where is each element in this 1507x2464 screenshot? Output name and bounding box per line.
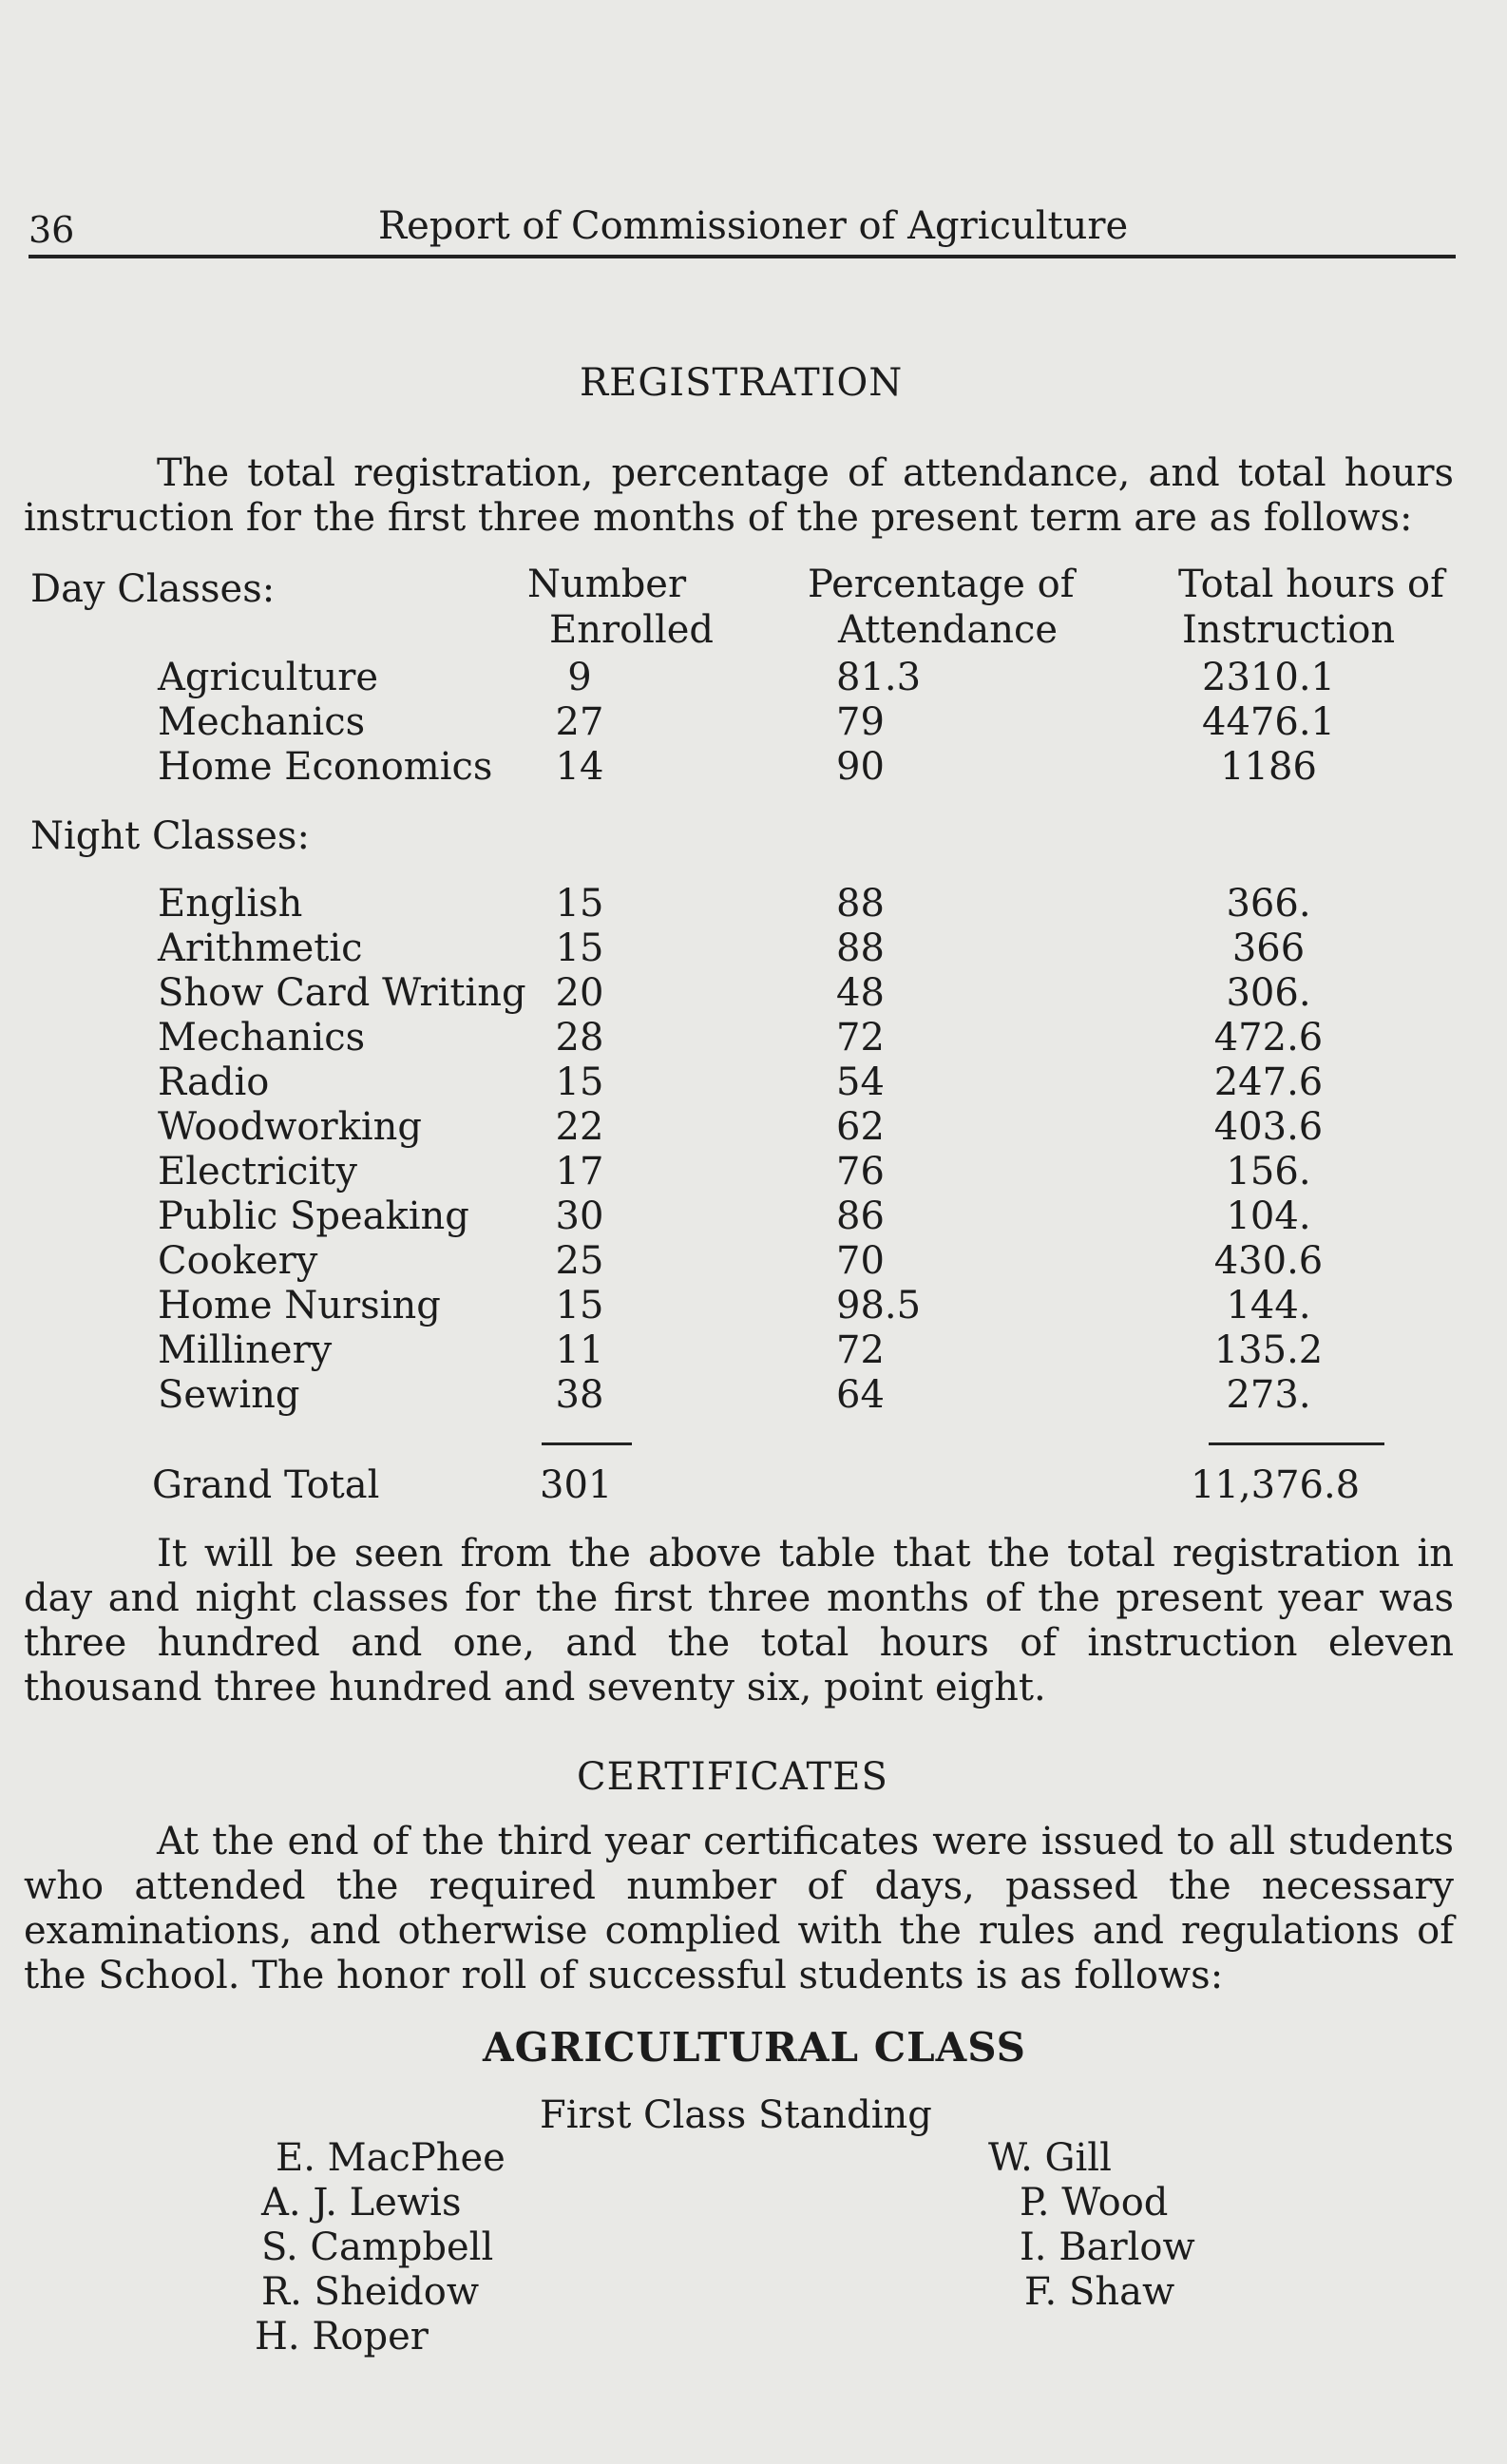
col-number-line2: Enrolled (549, 608, 715, 652)
night-class-name: Show Card Writing (158, 971, 526, 1015)
night-class-name: Sewing (158, 1373, 300, 1417)
night-class-name: Radio (158, 1060, 270, 1104)
night-class-name: Woodworking (158, 1105, 423, 1149)
night-class-attendance: 70 (836, 1239, 885, 1283)
night-class-hours: 472.6 (1213, 1016, 1324, 1060)
day-class-hours: 4476.1 (1202, 700, 1335, 744)
night-class-enrolled: 15 (555, 926, 604, 970)
honor-roll-name: I. Barlow (1020, 2225, 1195, 2269)
certificates-text: At the end of the third year certificates were issued to all students who attended the required number of days, passed the necessary examinations, and otherwise complied with the rules and regulations of the School. The honor roll of successful students is as follows: (24, 1820, 1454, 1997)
honor-roll-name: S. Campbell (261, 2225, 494, 2269)
night-class-enrolled: 15 (555, 1284, 604, 1328)
hours-total-rule (1209, 1442, 1384, 1445)
honor-roll-name: A. J. Lewis (261, 2181, 462, 2225)
night-class-enrolled: 15 (555, 882, 604, 926)
night-class-hours: 247.6 (1213, 1060, 1324, 1104)
night-class-name: Cookery (158, 1239, 318, 1283)
day-class-name: Mechanics (158, 700, 366, 744)
night-classes-label: Night Classes: (30, 814, 310, 858)
night-class-attendance: 54 (836, 1060, 885, 1104)
night-class-name: Millinery (158, 1328, 333, 1372)
day-class-name: Home Economics (158, 745, 493, 789)
night-class-hours: 156. (1226, 1150, 1311, 1194)
registration-heading: REGISTRATION (580, 361, 904, 405)
first-class-standing-heading: First Class Standing (540, 2093, 932, 2137)
header-rule (29, 255, 1456, 258)
night-class-name: Home Nursing (158, 1284, 441, 1328)
night-class-hours: 306. (1226, 971, 1311, 1015)
page-number: 36 (29, 209, 75, 251)
agricultural-class-heading: AGRICULTURAL CLASS (483, 2024, 1026, 2071)
grand-total-label: Grand Total (152, 1463, 380, 1507)
col-number-line1: Number (527, 563, 687, 606)
day-class-name: Agriculture (158, 656, 378, 699)
night-class-attendance: 76 (836, 1150, 885, 1194)
night-class-name: Public Speaking (158, 1194, 469, 1238)
night-class-attendance: 72 (836, 1016, 885, 1060)
night-class-attendance: 98.5 (836, 1284, 922, 1328)
col-hours-line1: Total hours of (1178, 563, 1444, 606)
night-class-name: Mechanics (158, 1016, 366, 1060)
night-class-hours: 366 (1231, 926, 1306, 970)
day-class-attendance: 90 (836, 745, 885, 789)
night-class-hours: 403.6 (1213, 1105, 1324, 1149)
day-class-enrolled: 14 (555, 745, 604, 789)
day-class-enrolled: 27 (555, 700, 604, 744)
night-class-enrolled: 30 (555, 1194, 604, 1238)
night-class-enrolled: 20 (555, 971, 604, 1015)
night-class-enrolled: 25 (555, 1239, 604, 1283)
night-class-attendance: 86 (836, 1194, 885, 1238)
night-class-name: English (158, 882, 303, 926)
night-class-enrolled: 22 (555, 1105, 604, 1149)
day-classes-label: Day Classes: (30, 567, 276, 611)
night-class-hours: 104. (1226, 1194, 1311, 1238)
night-class-hours: 366. (1226, 882, 1311, 926)
col-hours-line2: Instruction (1182, 608, 1396, 652)
night-class-enrolled: 38 (555, 1373, 604, 1417)
registration-summary: It will be seen from the above table that the total registration in day and night classes for the first three months of the present year was three hundred and one, and the total hours of instruction eleven thousand three hundred and seventy six, point eight. (24, 1532, 1454, 1710)
night-class-enrolled: 11 (555, 1328, 604, 1372)
night-class-hours: 430.6 (1213, 1239, 1324, 1283)
night-class-attendance: 88 (836, 882, 885, 926)
day-class-attendance: 79 (836, 700, 885, 744)
night-class-name: Arithmetic (158, 926, 363, 970)
enrolled-total-rule (542, 1442, 632, 1445)
night-class-hours: 144. (1226, 1284, 1311, 1328)
night-class-attendance: 62 (836, 1105, 885, 1149)
night-class-enrolled: 28 (555, 1016, 604, 1060)
night-class-hours: 135.2 (1213, 1328, 1324, 1372)
honor-roll-name: P. Wood (1020, 2181, 1169, 2225)
honor-roll-name: E. MacPhee (276, 2136, 506, 2180)
registration-intro: The total registration, percentage of attendance, and total hours instruction for the first three months of the present term are as follows: (24, 451, 1454, 540)
col-pct-line1: Percentage of (808, 563, 1075, 606)
day-class-enrolled: 9 (567, 656, 592, 699)
night-class-enrolled: 15 (555, 1060, 604, 1104)
honor-roll-name: W. Gill (988, 2136, 1112, 2180)
certificates-heading: CERTIFICATES (577, 1755, 888, 1799)
col-pct-line2: Attendance (838, 608, 1059, 652)
day-class-hours: 2310.1 (1202, 656, 1335, 699)
night-class-enrolled: 17 (555, 1150, 604, 1194)
honor-roll-name: H. Roper (255, 2315, 429, 2359)
honor-roll-name: F. Shaw (1024, 2270, 1175, 2314)
grand-total-enrolled: 301 (540, 1463, 613, 1507)
night-class-attendance: 88 (836, 926, 885, 970)
grand-total-hours: 11,376.8 (1191, 1463, 1361, 1507)
night-class-hours: 273. (1226, 1373, 1311, 1417)
running-title: Report of Commissioner of Agriculture (378, 204, 1129, 248)
night-class-attendance: 64 (836, 1373, 885, 1417)
day-class-hours: 1186 (1220, 745, 1317, 789)
night-class-name: Electricity (158, 1150, 357, 1194)
night-class-attendance: 48 (836, 971, 885, 1015)
honor-roll-name: R. Sheidow (261, 2270, 480, 2314)
day-class-attendance: 81.3 (836, 656, 922, 699)
night-class-attendance: 72 (836, 1328, 885, 1372)
